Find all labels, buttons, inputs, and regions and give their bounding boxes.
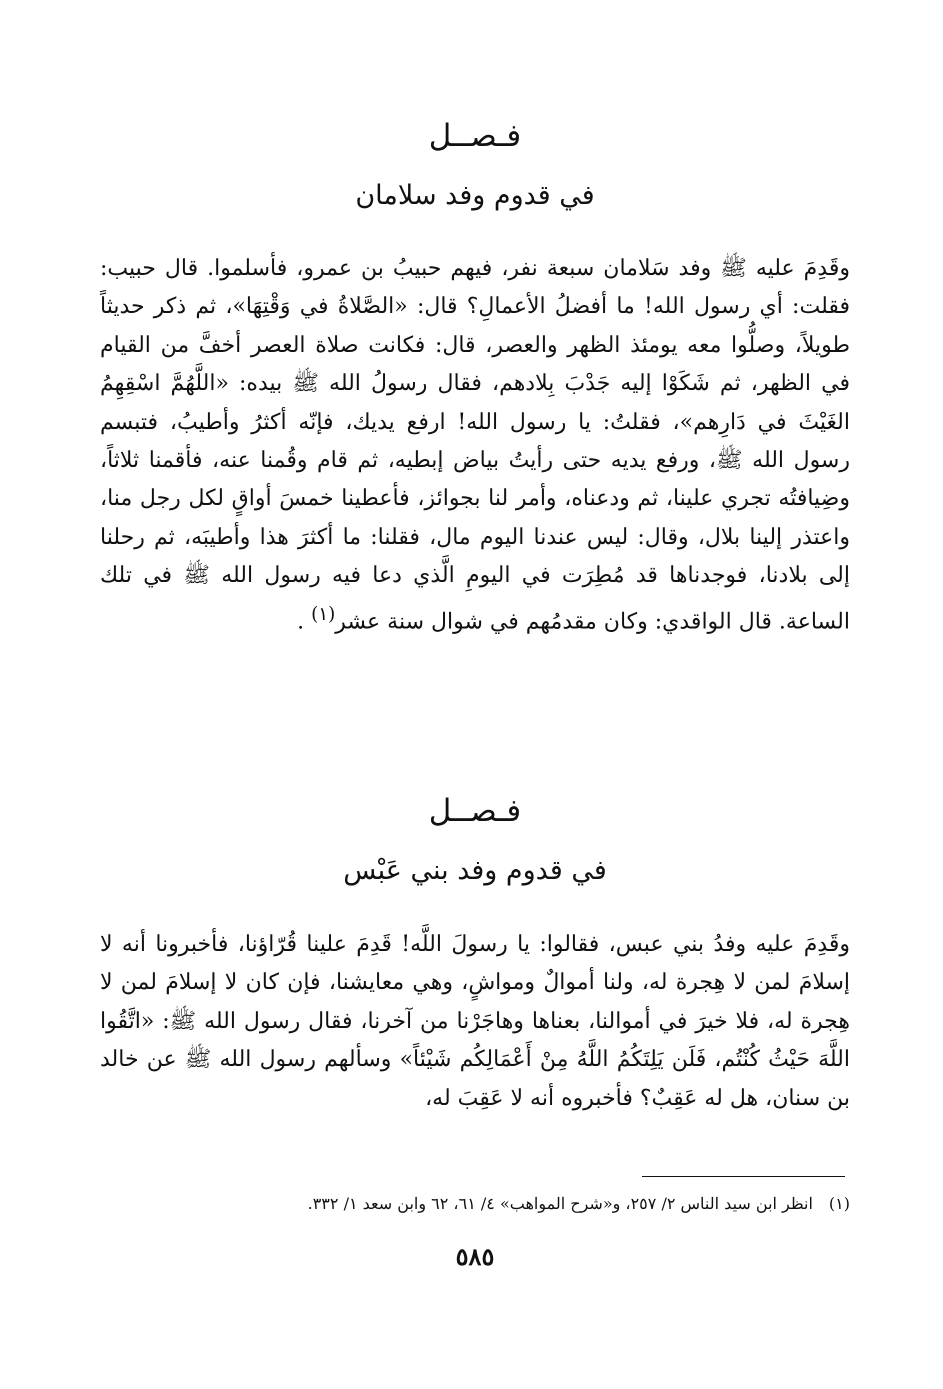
footnote-marker[interactable]: (١) bbox=[311, 603, 336, 625]
section-heading: فـصــل bbox=[428, 118, 522, 154]
section-subheading: في قدوم وفد بني عَبْس bbox=[343, 855, 607, 886]
paragraph-end: . bbox=[297, 608, 305, 634]
section-subheading: في قدوم وفد سلامان bbox=[355, 180, 595, 211]
section-paragraph bbox=[100, 250, 850, 641]
footnote-number: (١) bbox=[828, 1194, 850, 1213]
section-heading: فـصــل bbox=[428, 793, 522, 829]
footnote bbox=[100, 1190, 850, 1218]
footnote-divider bbox=[642, 1176, 845, 1177]
page-number: ٥٨٥ bbox=[455, 1242, 495, 1271]
footnote-text: انظر ابن سيد الناس ٢/ ٢٥٧، و«شرح المواهب» ٤/ ٦١، ٦٢ وابن سعد ١/ ٣٣٢. bbox=[307, 1194, 813, 1213]
paragraph-text: وقَدِمَ عليه ﷺ وفد سَلامان سبعة نفر، فيهم حبيبُ بن عمرو، فأسلموا. قال حبيب: فقلت: أي رسول الله! ما أفضلُ الأعمالِ؟ قال: «الصَّلاةُ في وَقْتِهَا»، ثم ذكر حديثاً طويلاً، وصلُّوا معه يومئذ الظهر والعصر، قال: فكانت صلاة العصر أخفَّ من القيام في الظهر، ثم شَكَوْا إليه جَدْبَ بِلادهم، فقال رسولُ الله ﷺ بيده: «اللَّهُمَّ اسْقِهِمُ الغَيْثَ في دَارِهم»، فقلتُ: يا رسول الله! ارفع يديك، فإنّه أكثرُ وأطيبُ، فتبسم رسول الله ﷺ، ورفع يديه حتى رأيتُ بياض إبطيه، ثم قام وقُمنا عنه، فأقمنا ثلاثاً، وضِيافتُه تجري علينا، ثم ودعناه، وأمر لنا بجوائز، فأعطينا خمسَ أواقٍ لكل رجل منا، واعتذر إلينا بلال، وقال: ليس عندنا اليوم مال، فقلنا: ما أكثرَ هذا وأطيبَه، ثم رحلنا إلى بلادنا، فوجدناها قد مُطِرَت في اليومِ الَّذي دعا فيه رسول الله ﷺ في تلك الساعة. قال الواقدي: وكان مقدمُهم في شوال سنة عشر bbox=[100, 256, 850, 634]
section-paragraph: وقَدِمَ عليه وفدُ بني عبس، فقالوا: يا رسولَ اللَّه! قَدِمَ علينا قُرّاؤنا، فأخبرونا أنه لا إسلامَ لمن لا هِجرة له، ولنا أموالٌ ومواشٍ، وهي معايشنا، فإن كان لا إسلامَ لمن لا هِجرة له، فلا خيرَ في أموالنا، بعناها وهاجَرْنا من آخرنا، فقال رسول الله ﷺ: «اتَّقُوا اللَّهَ حَيْثُ كُنْتُم، فَلَن يَلِتَكُمُ اللَّهُ مِنْ أَعْمَالِكُم شَيْئاً» وسألهم رسول الله ﷺ عن خالد بن سنان، هل له عَقِبٌ؟ فأخبروه أنه لا عَقِبَ له، bbox=[100, 932, 850, 1111]
